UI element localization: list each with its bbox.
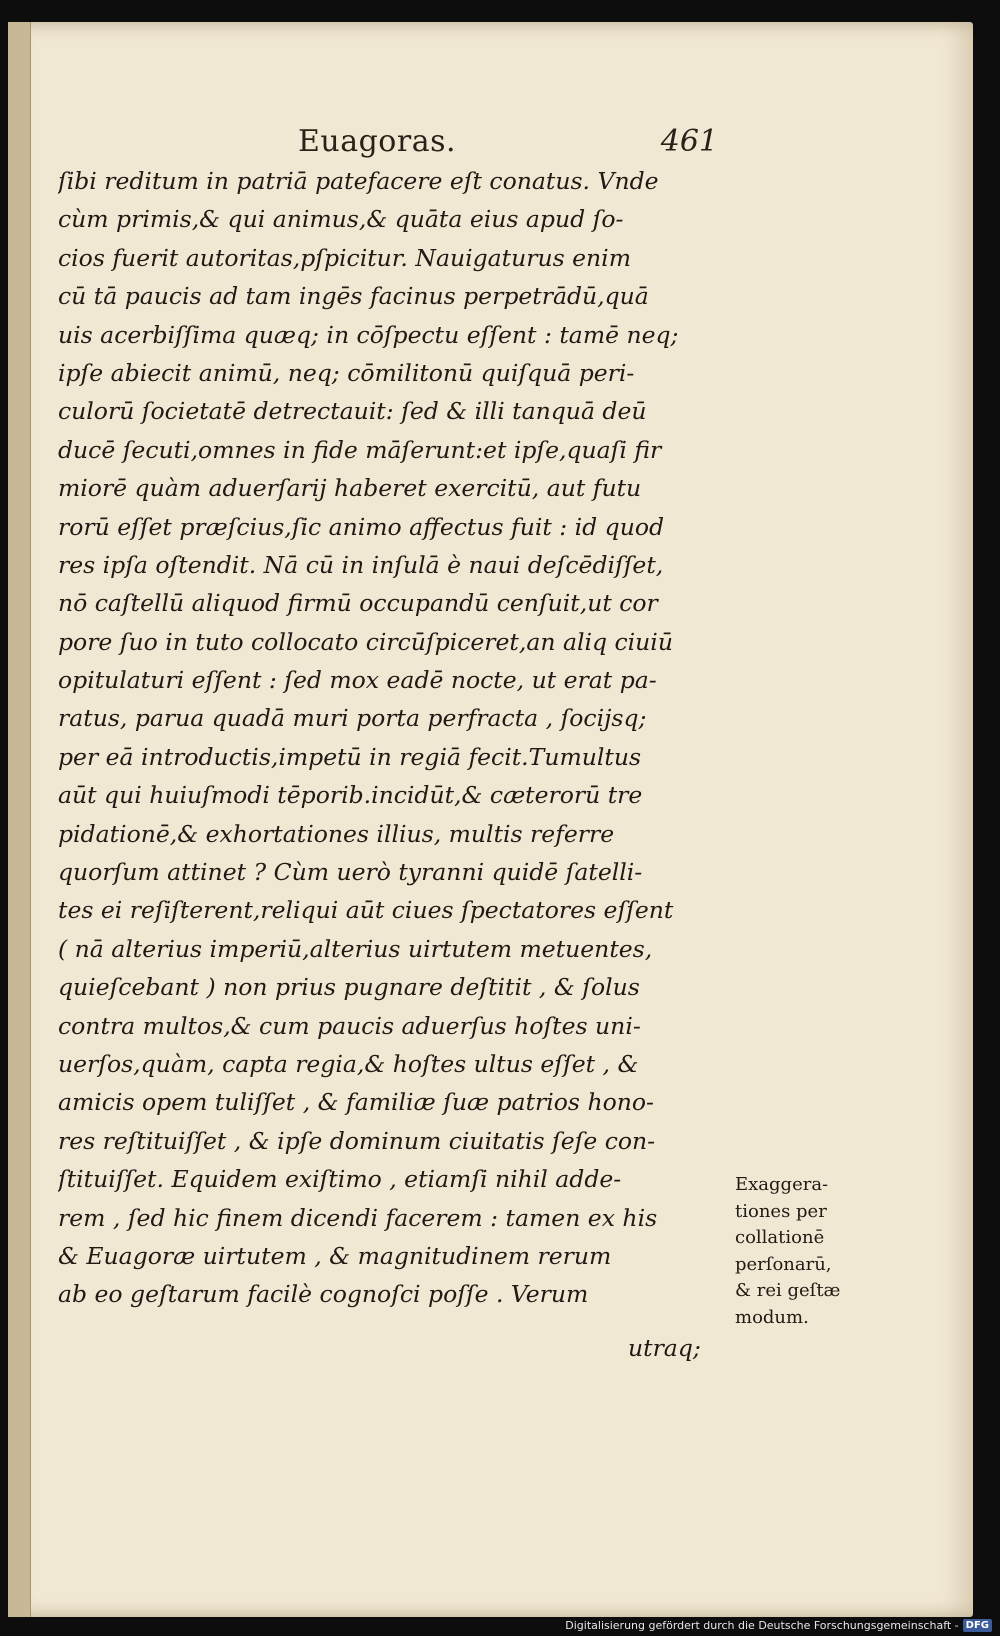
text-line: quorſum attinet ? Cùm uerò tyranni quidē ſatelli- xyxy=(58,858,643,887)
marginal-note-line: modum. xyxy=(735,1306,809,1328)
marginal-note xyxy=(735,1172,885,1331)
text-line: ipſe abiecit animū, neq; cōmilitonū quiſquā peri- xyxy=(58,358,635,387)
text-line: ſtituiſſet. Equidem exiſtimo , etiamſi nihil adde- xyxy=(58,1165,622,1194)
text-line: rorū eſſet præſcius,ſic animo affectus fuit : id quod xyxy=(58,512,665,541)
book-page xyxy=(8,22,973,1617)
page-gutter xyxy=(8,22,31,1617)
text-line: amicis opem tuliſſet , & familiæ ſuæ patrios hono- xyxy=(58,1088,654,1117)
text-line: ( nā alterius imperiū,alterius uirtutem metuentes, xyxy=(58,934,653,963)
text-line: pidationē,& exhortationes illius, multis referre xyxy=(58,819,615,848)
text-line: ſibi reditum in patriā patefacere eſt conatus. Vnde xyxy=(58,167,659,195)
dfg-logo: DFG xyxy=(963,1619,992,1632)
catchword: utraq; xyxy=(628,1334,701,1362)
text-line: uis acerbiſſima quæq; in cōſpectu eſſent : tamē neq; xyxy=(58,320,679,349)
text-line: rem , ſed hic finem dicendi facerem : tamen ex his xyxy=(58,1203,658,1232)
text-line: cios fuerit autoritas,pſpicitur. Nauigaturus enim xyxy=(58,243,631,272)
text-line: cùm primis,& qui animus,& quāta eius apud ſo- xyxy=(58,205,624,234)
text-line: quieſcebant ) non prius pugnare deſtitit , & ſolus xyxy=(58,973,640,1002)
text-line: res ipſa oſtendit. Nā cū in inſulā è naui deſcēdiſſet, xyxy=(58,550,664,579)
page-number: 461 xyxy=(660,124,718,159)
digitization-footer xyxy=(565,1616,992,1634)
text-line: culorū ſocietatē detrectauit: ſed & illi tanquā deū xyxy=(58,397,647,426)
text-line: ratus, parua quadā muri porta perfracta , ſocijsq; xyxy=(58,704,647,733)
marginal-note-line: collationē xyxy=(735,1227,825,1248)
text-line: aūt qui huiuſmodi tēporib.incidūt,& cæterorū tre xyxy=(58,781,643,810)
marginal-note-line: perſonarū, xyxy=(735,1253,832,1275)
text-line: res reſtituiſſet , & ipſe dominum ciuitatis ſeſe con- xyxy=(58,1126,656,1155)
body-text xyxy=(58,162,718,1314)
marginal-note-line: tiones per xyxy=(735,1200,827,1222)
text-line: opitulaturi eſſent : ſed mox eadē nocte, ut erat pa- xyxy=(58,666,657,695)
text-line: pore ſuo in tuto collocato circūſpiceret,an aliq ciuiū xyxy=(58,627,673,656)
marginal-note-line: Exaggera- xyxy=(735,1174,829,1195)
running-head-title: Euagoras. xyxy=(298,124,457,159)
text-line: ducē ſecuti,omnes in fide māſerunt:et ipſe,quaſi fir xyxy=(58,435,662,464)
funding-credit: Digitalisierung gefördert durch die Deutsche Forschungsgemeinschaft - xyxy=(565,1618,959,1632)
text-line: ab eo geſtarum facilè cognoſci poſſe . Verum xyxy=(58,1280,589,1309)
text-line: miorē quàm aduerſarij haberet exercitū, aut futu xyxy=(58,474,642,503)
text-line: uerſos,quàm, capta regia,& hoſtes ultus eſſet , & xyxy=(58,1049,639,1078)
text-line: & Euagoræ uirtutem , & magnitudinem rerum xyxy=(58,1241,612,1270)
text-line: nō caſtellū aliquod firmū occupandū cenſuit,ut cor xyxy=(58,589,658,618)
text-line: contra multos,& cum paucis aduerſus hoſtes uni- xyxy=(58,1011,641,1040)
text-line: cū tā paucis ad tam ingēs facinus perpetrādū,quā xyxy=(58,282,649,311)
text-line: per eā introductis,impetū in regiā fecit.Tumultus xyxy=(58,742,642,771)
text-line: tes ei reſiſterent,reliqui aūt ciues ſpectatores eſſent xyxy=(58,896,674,925)
marginal-note-line: & rei geſtæ xyxy=(735,1280,841,1301)
running-head xyxy=(298,122,718,166)
